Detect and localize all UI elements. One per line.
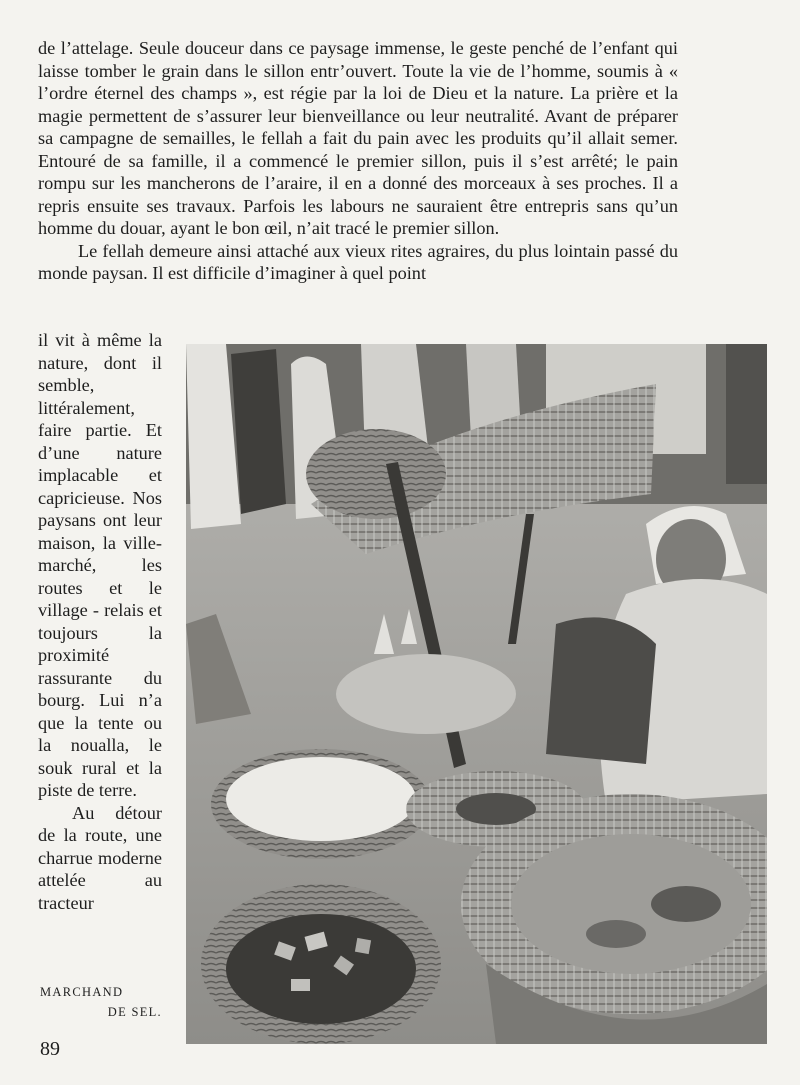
page-number: 89 <box>40 1038 60 1060</box>
caption-line-1: MARCHAND <box>40 985 124 999</box>
photo-caption <box>40 982 162 1022</box>
column-paragraph-2: Au détour de la route, une charrue moderne attelée au tracteur <box>38 802 162 913</box>
paragraph-1: de l’attelage. Seule douceur dans ce paysage immense, le geste penché de l’enfant qui laisse tomber le grain dans le sillon entr’ouvert. Toute la vie de l’homme, soumis à « l’ordre éternel des champs », est régie par la loi de Dieu et la nature. La prière et la magie permettent de s’assurer leur bienveillance ou leur neutralité. Avant de préparer sa campagne de semailles, le fellah a fait du pain avec les produits qu’il allait semer. Entouré de sa famille, il a commencé le premier sillon, puis il s’est arrêté; le pain rompu sur les mancherons de l’araire, il en a donné des morceaux à ses proches. Il a repris ensuite ses travaux. Parfois les labours ne sauraient être entrepris sans qu’un homme du douar, ayant le bon œil, n’ait tracé le premier sillon. <box>38 38 678 238</box>
caption-line-2: DE SEL. <box>107 1005 162 1019</box>
top-text-block <box>38 37 678 285</box>
column-paragraph-1: il vit à même la nature, dont il semble, littéralement, faire partie. Et d’une nature implacable et capricieuse. Nos paysans ont leur maison, la ville-marché, les routes et le village - relais et toujours la proximité rassurante du bourg. Lui n’a que la tente ou la noualla, le souk rural et la piste de terre. <box>38 330 162 800</box>
salt-merchant-photo <box>186 344 767 1044</box>
paragraph-2-start: Le fellah demeure ainsi attaché aux vieux rites agraires, du plus lointain passé du monde paysan. Il est difficile d’imaginer à quel point <box>38 240 678 283</box>
side-column-text <box>38 329 162 914</box>
